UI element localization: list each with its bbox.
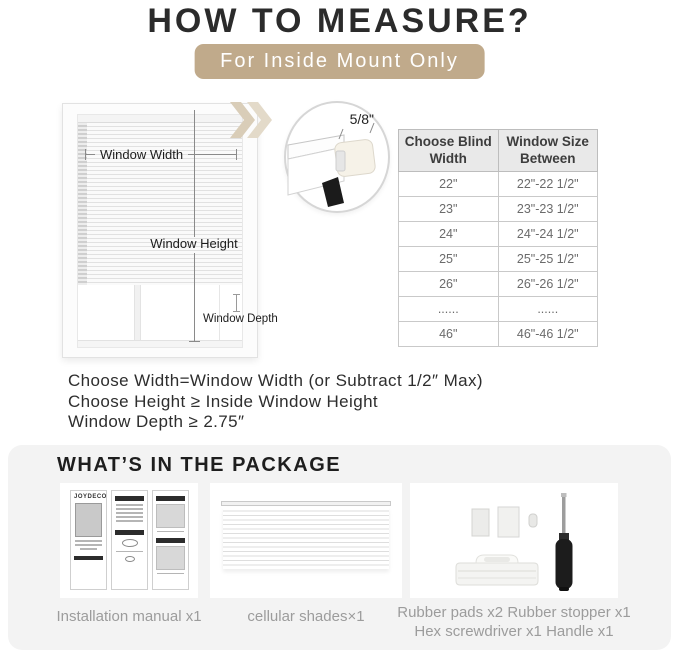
shades-caption: cellular shades×1 xyxy=(247,608,365,625)
note-height: Choose Height ≥ Inside Window Height xyxy=(68,391,379,411)
window-width-label: Window Width xyxy=(100,146,184,162)
table-row: 24" 24"-24 1/2" xyxy=(399,222,598,247)
headrail xyxy=(78,115,242,123)
table-row: 23" 23"-23 1/2" xyxy=(399,197,598,222)
manual-caption: Installation manual x1 xyxy=(56,608,202,625)
window-depth-label: Window Depth xyxy=(203,313,278,325)
manual-brand: JOYDECO xyxy=(74,494,107,500)
note-depth: Window Depth ≥ 2.75″ xyxy=(68,412,245,431)
parts-illustration xyxy=(410,483,618,598)
table-row: 46" 46"-46 1/2" xyxy=(399,322,598,347)
height-measure-line xyxy=(194,110,195,237)
pane-divider xyxy=(134,285,141,343)
shade-headrail xyxy=(221,501,391,506)
col-window-size-between: Window Size Between xyxy=(498,130,598,172)
shades-box xyxy=(210,483,402,598)
manual-illustration xyxy=(70,490,189,590)
window-sill xyxy=(78,340,242,347)
manual-cover-image xyxy=(75,503,102,537)
size-table-header-row xyxy=(399,130,598,172)
size-table xyxy=(398,129,598,347)
window-height-label: Window Height xyxy=(150,236,238,251)
table-row: 26" 26"-26 1/2" xyxy=(399,272,598,297)
parts-box xyxy=(410,483,618,598)
width-tick-right xyxy=(236,149,237,160)
measuring-notes xyxy=(68,371,483,433)
table-row: 25" 25"-25 1/2" xyxy=(399,247,598,272)
table-row: 22" 22"-22 1/2" xyxy=(399,172,598,197)
chevron-right-icon xyxy=(228,100,274,145)
note-width: Choose Width=Window Width (or Subtract 1/2″ Max) xyxy=(68,371,483,390)
col-choose-blind-width: Choose Blind Width xyxy=(399,130,499,172)
depth-bracket xyxy=(233,294,241,312)
page-title: HOW TO MEASURE? xyxy=(147,2,532,40)
package-heading: WHAT’S IN THE PACKAGE xyxy=(57,454,342,476)
inside-mount-banner: For Inside Mount Only xyxy=(194,44,485,79)
callout-measurement-label: 5/8" xyxy=(349,111,374,127)
parts-caption: Rubber pads x2 Rubber stopper x1 Hex screwdriver x1 Handle x1 xyxy=(397,604,631,640)
table-row: ...... ...... xyxy=(399,297,598,322)
manual-box xyxy=(60,483,198,598)
headrail-callout xyxy=(284,101,390,213)
package-panel xyxy=(8,445,671,650)
shade-illustration xyxy=(223,507,389,569)
width-measure-line xyxy=(85,148,237,160)
